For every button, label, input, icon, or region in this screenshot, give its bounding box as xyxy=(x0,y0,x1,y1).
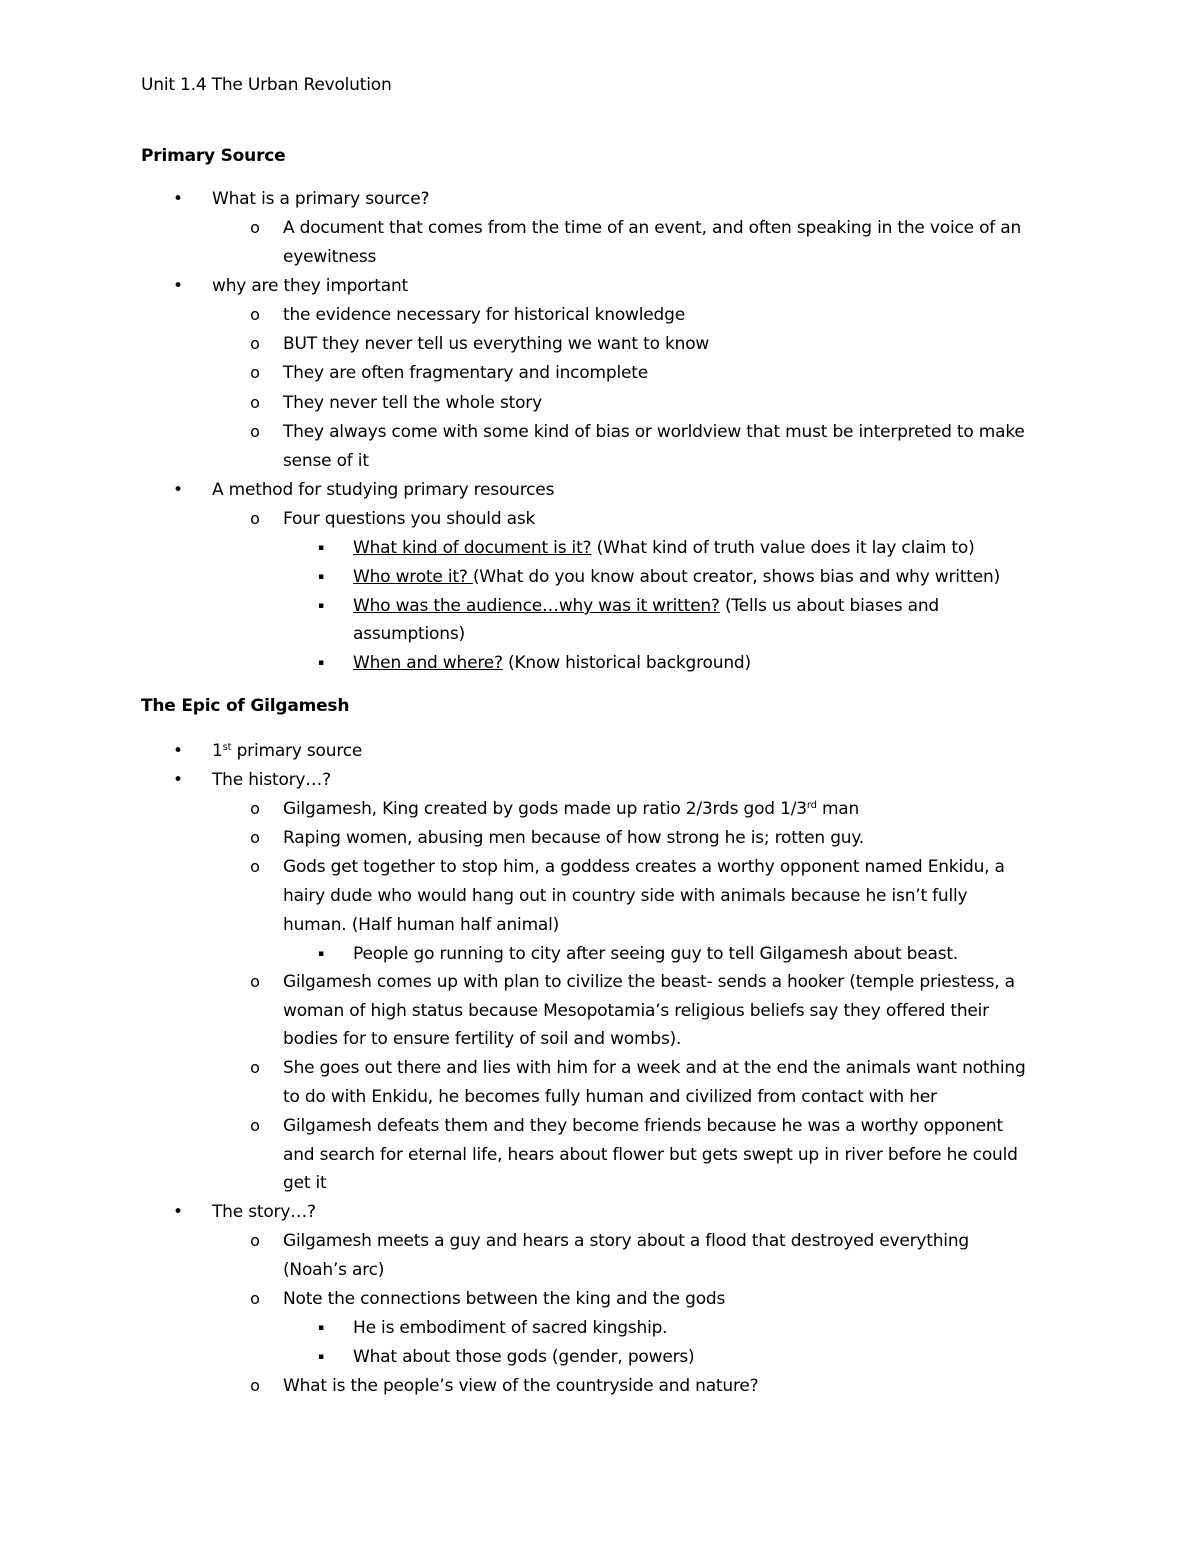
list-item: Gilgamesh meets a guy and hears a story about a flood that destroyed everything xyxy=(283,1231,969,1251)
bullet-level3: ▪ xyxy=(317,572,325,582)
list-item xyxy=(353,652,751,674)
list-item-continuation: and search for eternal life, hears about flower but gets swept up in river before he could xyxy=(283,1145,1018,1165)
list-item: Gods get together to stop him, a goddess creates a worthy opponent named Enkidu, a xyxy=(283,857,1005,877)
ordinal-number: 1 xyxy=(212,741,223,761)
list-item-continuation: bodies for to ensure fertility of soil and wombs). xyxy=(283,1029,682,1049)
question-note: (Tells us about biases and xyxy=(719,596,940,616)
list-item-continuation: woman of high status because Mesopotamia’s religious beliefs say they offered their xyxy=(283,1001,989,1021)
question-note: (Know historical background) xyxy=(502,653,751,673)
list-item: A document that comes from the time of an event, and often speaking in the voice of an xyxy=(283,218,1022,238)
list-item xyxy=(212,740,362,762)
bullet-level3: ▪ xyxy=(317,601,325,611)
list-item: What about those gods (gender, powers) xyxy=(353,1347,695,1367)
list-item: BUT they never tell us everything we want to know xyxy=(283,334,710,354)
list-item: They are often fragmentary and incomplete xyxy=(283,363,648,383)
bullet-level1: • xyxy=(173,189,184,209)
bullet-level2: o xyxy=(250,1289,260,1308)
question-note: (What do you know about creator, shows bias and why written) xyxy=(472,567,1001,587)
bullet-level2: o xyxy=(250,828,260,847)
bullet-level3: ▪ xyxy=(317,543,325,553)
list-item-continuation: (Noah’s arc) xyxy=(283,1260,385,1280)
list-item: She goes out there and lies with him for a week and at the end the animals want nothing xyxy=(283,1058,1026,1078)
list-item-continuation: to do with Enkidu, he becomes fully human and civilized from contact with her xyxy=(283,1087,937,1107)
list-item: What is a primary source? xyxy=(212,189,430,209)
section-heading-primary-source: Primary Source xyxy=(141,146,286,166)
ordinal-suffix: st xyxy=(222,742,232,753)
bullet-level3: ▪ xyxy=(317,1323,325,1333)
list-item: Note the connections between the king and the gods xyxy=(283,1289,726,1309)
bullet-level3: ▪ xyxy=(317,949,325,959)
list-item-continuation: human. (Half human half animal) xyxy=(283,915,560,935)
list-item: People go running to city after seeing guy to tell Gilgamesh about beast. xyxy=(353,944,959,964)
question-underlined: When and where? xyxy=(353,653,503,673)
list-item: The history…? xyxy=(212,770,331,790)
bullet-level2: o xyxy=(250,1058,260,1077)
list-item-continuation: get it xyxy=(283,1173,327,1193)
bullet-level2: o xyxy=(250,334,260,353)
list-item xyxy=(353,537,975,559)
list-item: why are they important xyxy=(212,276,408,296)
bullet-level2: o xyxy=(250,305,260,324)
bullet-level2: o xyxy=(250,857,260,876)
list-item: The story…? xyxy=(212,1202,316,1222)
list-item-continuation: hairy dude who would hang out in country side with animals because he isn’t fully xyxy=(283,886,968,906)
bullet-level2: o xyxy=(250,422,260,441)
question-underlined: Who was the audience…why was it written? xyxy=(353,596,720,616)
question-underlined: Who wrote it? xyxy=(353,567,473,587)
item-text: primary source xyxy=(231,741,363,761)
bullet-level1: • xyxy=(173,770,184,790)
bullet-level2: o xyxy=(250,799,260,818)
section-heading-epic-of-gilgamesh: The Epic of Gilgamesh xyxy=(141,696,350,716)
list-item: Four questions you should ask xyxy=(283,509,536,529)
bullet-level2: o xyxy=(250,393,260,412)
list-item: What is the people’s view of the countryside and nature? xyxy=(283,1376,759,1396)
list-item: They always come with some kind of bias or worldview that must be interpreted to make xyxy=(283,422,1025,442)
list-item: They never tell the whole story xyxy=(283,393,542,413)
bullet-level2: o xyxy=(250,509,260,528)
bullet-level2: o xyxy=(250,1231,260,1250)
bullet-level2: o xyxy=(250,363,260,382)
bullet-level2: o xyxy=(250,218,260,237)
bullet-level3: ▪ xyxy=(317,658,325,668)
bullet-level3: ▪ xyxy=(317,1352,325,1362)
bullet-level2: o xyxy=(250,972,260,991)
list-item: Gilgamesh defeats them and they become friends because he was a worthy opponent xyxy=(283,1116,1003,1136)
list-item-continuation: assumptions) xyxy=(353,624,465,644)
list-item xyxy=(353,595,939,617)
item-text: man xyxy=(816,799,860,819)
question-underlined: What kind of document is it? xyxy=(353,538,592,558)
list-item: He is embodiment of sacred kingship. xyxy=(353,1318,668,1338)
list-item: Gilgamesh comes up with plan to civilize the beast- sends a hooker (temple priestess, a xyxy=(283,972,1015,992)
list-item: Raping women, abusing men because of how strong he is; rotten guy. xyxy=(283,828,865,848)
list-item: the evidence necessary for historical knowledge xyxy=(283,305,685,325)
ordinal-suffix: rd xyxy=(806,800,817,811)
item-text: Gilgamesh, King created by gods made up ratio 2/3rds god 1/3 xyxy=(283,799,807,819)
bullet-level1: • xyxy=(173,741,184,761)
bullet-level1: • xyxy=(173,1202,184,1222)
list-item xyxy=(353,566,1000,588)
list-item-continuation: sense of it xyxy=(283,451,369,471)
list-item xyxy=(283,798,859,820)
bullet-level1: • xyxy=(173,480,184,500)
question-note: (What kind of truth value does it lay claim to) xyxy=(591,538,975,558)
bullet-level1: • xyxy=(173,276,184,296)
list-item-continuation: eyewitness xyxy=(283,247,377,267)
bullet-level2: o xyxy=(250,1376,260,1395)
document-title: Unit 1.4 The Urban Revolution xyxy=(141,75,392,95)
list-item: A method for studying primary resources xyxy=(212,480,555,500)
bullet-level2: o xyxy=(250,1116,260,1135)
